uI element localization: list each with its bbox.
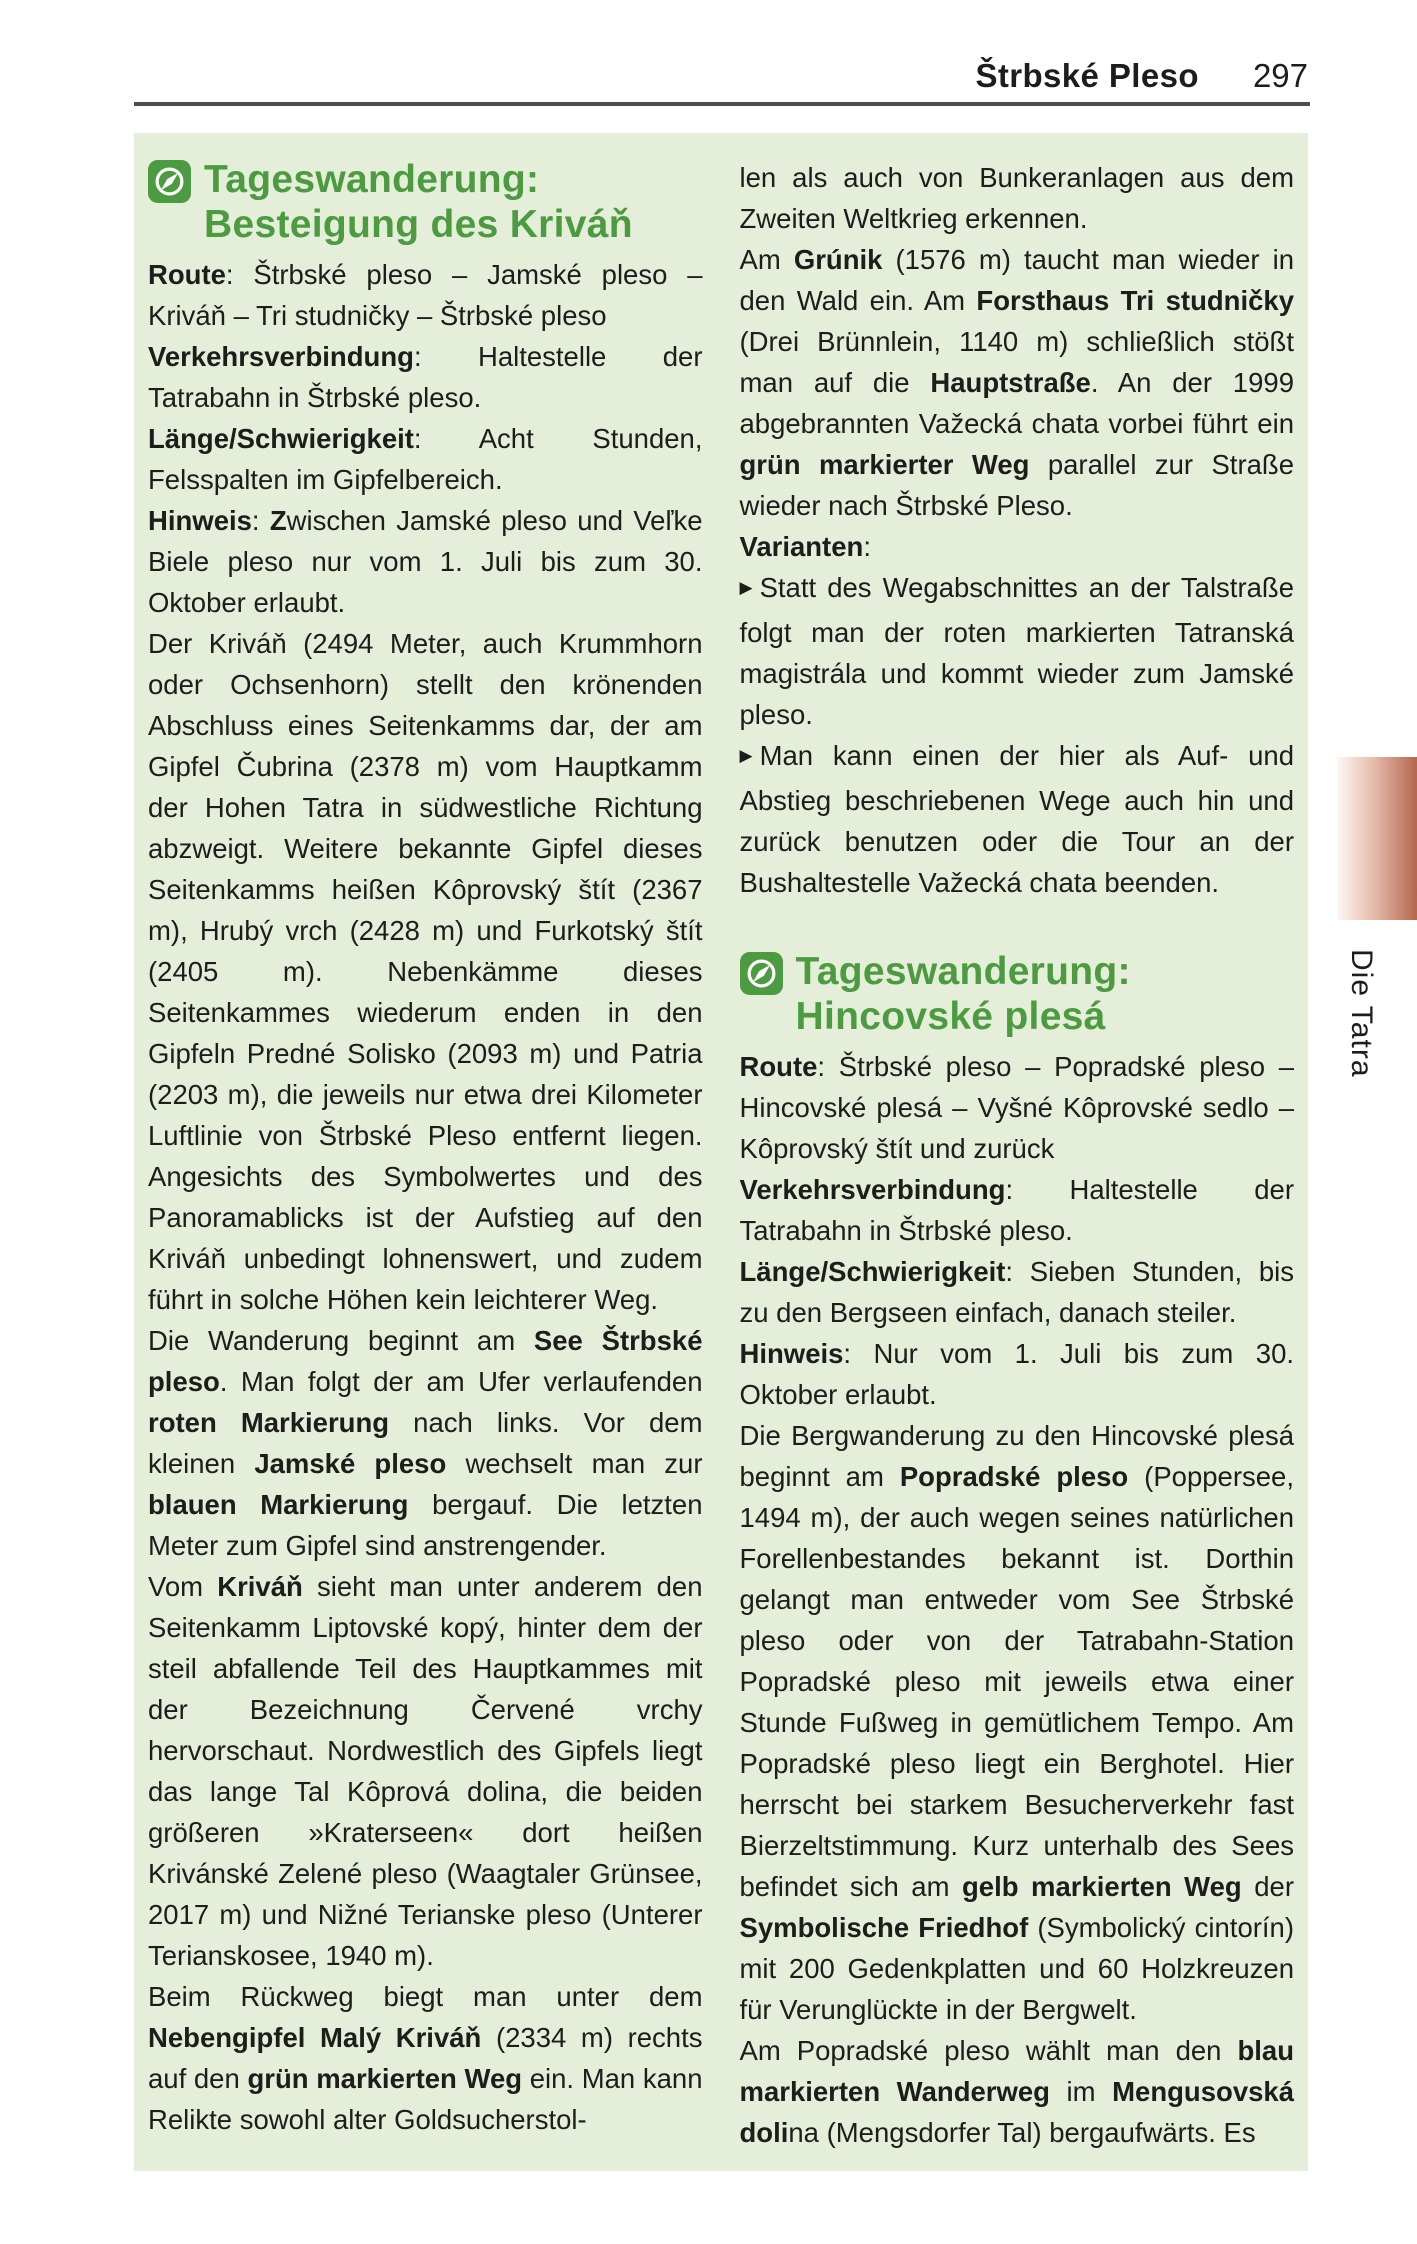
bullet-triangle-icon: ▶	[739, 578, 753, 597]
paragraph-varianten: Varianten:	[739, 531, 871, 562]
tour-heading-line1: Tageswanderung:	[204, 158, 540, 201]
paragraph: Am Popradské pleso wählt man den blau markierten Wanderweg im Mengusovská dolina (Mengsdorfer Tal) bergaufwärts. Es	[739, 2035, 1294, 2148]
paragraph: Die Wanderung beginnt am See Štrbské pleso. Man folgt der am Ufer verlaufenden roten Markierung nach links. Vor dem kleinen Jamské pleso wechselt man zur blauen Markierung bergauf. Die letzten Meter zum Gipfel sind anstrengender.	[148, 1325, 703, 1561]
tour-heading-text	[204, 157, 633, 247]
paragraph: Vom Kriváň sieht man unter anderem den Seitenkamm Liptovské kopý, hinter dem der steil abfallende Teil des Hauptkammes mit der Bezeichnung Červené vrchy hervorschaut. Nordwestlich des Gipfels liegt das lange Tal Kôprová dolina, die beiden größeren »Kraterseen« dort heißen Krivánské Zelené pleso (Waagtaler Grünsee, 2017 m) und Nižné Terianske pleso (Unterer Terianskosee, 1940 m).	[148, 1571, 703, 1971]
tour-heading-line2: Besteigung des Kriváň	[204, 203, 633, 246]
hiking-compass-icon	[740, 952, 783, 995]
content-panel	[134, 133, 1308, 2171]
paragraph-hinweis: Hinweis: Nur vom 1. Juli bis zum 30. Oktober erlaubt.	[739, 1338, 1294, 1410]
paragraph-route: Route: Štrbské pleso – Popradské pleso – Hincovské plesá – Vyšné Kôprovské sedlo – Kôprovský štít und zurück	[739, 1051, 1294, 1164]
paragraph-laenge-schwierigkeit: Länge/Schwierigkeit: Acht Stunden, Felsspalten im Gipfelbereich.	[148, 423, 703, 495]
paragraph: Beim Rückweg biegt man unter dem Nebengipfel Malý Kriváň (2334 m) rechts auf den grün markierten Weg ein. Man kann Relikte sowohl alter Goldsucherstol-	[148, 1981, 703, 2135]
tour-heading-besteigung-des-krivan	[148, 157, 703, 247]
chapter-tab	[1337, 757, 1417, 920]
bullet-triangle-icon: ▶	[739, 746, 753, 765]
paragraph: Der Kriváň (2494 Meter, auch Krummhorn oder Ochsenhorn) stellt den krönenden Abschluss eines Seitenkamms dar, der am Gipfel Čubrina (2378 m) vom Hauptkamm der Hohen Tatra in südwestliche Richtung abzweigt. Weitere bekannte Gipfel dieses Seitenkamms heißen Kôprovský štít (2367 m), Hrubý vrch (2428 m) und Furkotský štít (2405 m). Nebenkämme dieses Seitenkammes wiederum enden in den Gipfeln Predné Solisko (2093 m) und Patria (2203 m), die jeweils nur etwa drei Kilometer Luftlinie von Štrbské Pleso entfernt liegen. Angesichts des Symbolwertes und des Panoramablicks ist der Aufstieg auf den Kriváň unbedingt lohnenswert, und zudem führt in solche Höhen kein leichterer Weg.	[148, 628, 703, 1315]
tour-heading-text	[796, 949, 1131, 1039]
paragraph: len als auch von Bunkeranlagen aus dem Zweiten Weltkrieg erkennen.	[739, 162, 1294, 234]
tour-heading-line1: Tageswanderung:	[795, 950, 1131, 993]
page-number: 297	[1252, 57, 1308, 94]
chapter-label: Die Tatra	[1345, 949, 1378, 1078]
paragraph-route: Route: Štrbské pleso – Jamské pleso – Kriváň – Tri studničky – Štrbské pleso	[148, 259, 703, 331]
variant-item: ▶ Statt des Wegabschnittes an der Talstraße folgt man der roten markierten Tatranská magistrála und kommt wieder zum Jamské pleso.	[740, 567, 1295, 735]
hiking-compass-icon	[148, 160, 191, 203]
right-column	[740, 157, 1295, 2153]
paragraph-laenge-schwierigkeit: Länge/Schwierigkeit: Sieben Stunden, bis zu den Bergseen einfach, danach steiler.	[739, 1256, 1294, 1328]
tour-heading-hincovske-plesa	[740, 949, 1295, 1039]
header-rule	[134, 102, 1310, 106]
paragraph: Die Bergwanderung zu den Hincovské plesá beginnt am Popradské pleso (Poppersee, 1494 m), der auch wegen seines natürlichen Forellenbestandes bekannt ist. Dorthin gelangt man entweder vom See Štrbské pleso oder von der Tatrabahn-Station Popradské pleso mit jeweils etwa einer Stunde Fußweg in gemütlichem Tempo. Am Popradské pleso liegt ein Berghotel. Hier herrscht bei starkem Besucherverkehr fast Bierzeltstimmung. Kurz unterhalb des Sees befindet sich am gelb markierten Weg der Symbolische Friedhof (Symbolický cintorín) mit 200 Gedenkplatten und 60 Holzkreuzen für Verunglückte in der Bergwelt.	[739, 1420, 1294, 2025]
tour-heading-line2: Hincovské plesá	[795, 995, 1106, 1038]
page-title: Štrbské Pleso	[975, 57, 1199, 94]
paragraph-verkehrsverbindung: Verkehrsverbindung: Haltestelle der Tatrabahn in Štrbské pleso.	[148, 341, 703, 413]
paragraph-verkehrsverbindung: Verkehrsverbindung: Haltestelle der Tatrabahn in Štrbské pleso.	[739, 1174, 1294, 1246]
paragraph: Am Grúnik (1576 m) taucht man wieder in den Wald ein. Am Forsthaus Tri studničky (Drei Brünnlein, 1140 m) schließlich stößt man auf die Hauptstraße. An der 1999 abgebrannten Važecká chata vorbei führt ein grün markierter Weg parallel zur Straße wieder nach Štrbské Pleso.	[739, 244, 1294, 521]
variant-item: ▶ Man kann einen der hier als Auf- und Abstieg beschriebenen Wege auch hin und zurück benutzen oder die Tour an der Bushaltestelle Važecká chata beenden.	[740, 735, 1295, 903]
left-column	[148, 157, 703, 2153]
paragraph-hinweis: Hinweis: Zwischen Jamské pleso und Veľke Biele pleso nur vom 1. Juli bis zum 30. Oktober erlaubt.	[148, 505, 703, 618]
running-head	[975, 56, 1308, 96]
